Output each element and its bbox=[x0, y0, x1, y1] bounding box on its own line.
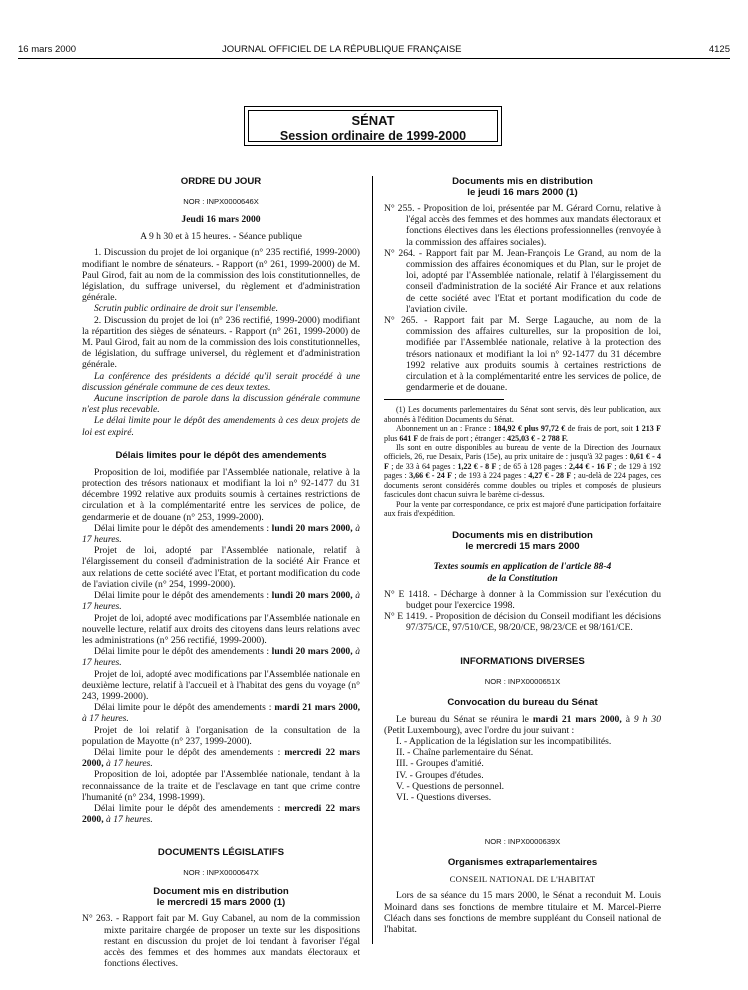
nor-reference-infos: NOR : INPX0000651X bbox=[484, 676, 561, 686]
delai-limit-3-hour: à 17 heures. bbox=[82, 646, 360, 669]
delai-limit-5 bbox=[82, 747, 360, 769]
agenda-note-1-text: La conférence des présidents a décidé qu'il serait procédé à une discussion générale commune de ces deux textes. bbox=[82, 370, 360, 393]
footnote-vente: Pour la vente par correspondance, ce prix est majoré d'une participation forfaitaire aux frais d'expédition. bbox=[384, 499, 661, 518]
delai-limit-2-date: lundi 20 mars 2000, bbox=[271, 590, 353, 602]
title-box-inner bbox=[248, 110, 498, 142]
fn-prix-k: ; au-delà de 224 pages, ces documents seront considérés comme doubles ou triples et composés de plusieurs fascicules dont chacun suivra le barème ci-dessus. bbox=[384, 471, 661, 500]
delai-limit-2-hour: à 17 heures. bbox=[82, 590, 360, 613]
delai-text-3: Projet de loi, adopté avec modifications par l'Assemblée nationale en nouvelle lecture, relatif aux droits des citoyens dans leurs relations avec les administrations (n° 256 rectifié, 1999-2000). bbox=[82, 612, 360, 646]
delai-limit-2 bbox=[82, 590, 360, 612]
header-journal-title: JOURNAL OFFICIEL DE LA RÉPUBLIQUE FRANÇAISE bbox=[222, 44, 462, 55]
delai-text-1: Proposition de loi, modifiée par l'Assemblée nationale, relative à la protection des trésors nationaux et modifiant la loi n° 92-1477 du 31 décembre 1992 relative aux produits soumis à certaines restrictions de circulation et à la complémentarité entre les services de police, de gendarmerie et de douane (n° 253, 1999-2000). bbox=[82, 466, 360, 523]
delai-limit-5-date: mercredi 22 mars 2000, bbox=[82, 746, 361, 770]
delai-limit-6 bbox=[82, 803, 360, 825]
fn-abo-a: Abonnement un an : France : bbox=[396, 424, 494, 434]
fn-abo-c: de frais de port, soit bbox=[565, 424, 636, 434]
docs-16-subtitle-1: Documents mis en distribution bbox=[452, 176, 593, 187]
agenda-item-2: 2. Discussion du projet de loi (n° 236 rectifié, 1999-2000) modifiant la répartition des sièges de sénateurs. - Rapport (n° 261, 1999-2000) de M. Paul Girod, fait au nom de la commission des lois constitutionnelles, de législation, du suffrage universel, du règlement et d'administration générale. bbox=[82, 314, 360, 371]
section-title-ordre-du-jour: ORDRE DU JOUR bbox=[180, 176, 262, 187]
delai-text-5: Projet de loi relatif à l'organisation de la consultation de la population de Mayotte (n° 237, 1999-2000). bbox=[82, 724, 360, 747]
textes-88-4-line1: Textes soumis en application de l'article 88-4 bbox=[433, 561, 612, 573]
fn-abo-b: 184,92 € plus 97,72 € bbox=[493, 424, 566, 434]
nor-reference-organismes: NOR : INPX0000639X bbox=[484, 837, 561, 847]
fn-prix-a: Ils sont en outre disponibles au bureau de vente de la Direction des Journaux officiels, 26, rue Desaix, Paris (15e), au prix unitaire de : jusqu'à 32 pages : bbox=[384, 443, 661, 462]
delai-limit-4-hour: à 17 heures. bbox=[82, 713, 129, 725]
footnote-1: (1) Les documents parlementaires du Sénat sont servis, dès leur publication, aux abonnés à l'édition Documents du Sénat. bbox=[384, 405, 661, 424]
delai-limit-4-label: Délai limite pour le dépôt des amendements : bbox=[94, 702, 275, 714]
conv-a: Le bureau du Sénat se réunira le bbox=[396, 713, 533, 725]
fn-prix-f: 2,44 € - 16 F bbox=[568, 461, 612, 471]
fn-prix-d: 1,22 € - 8 F bbox=[457, 461, 497, 471]
convocation-item-6: VI. - Questions diverses. bbox=[396, 791, 492, 803]
conseil-habitat-text: Lors de sa séance du 15 mars 2000, le Sénat a reconduit M. Louis Moinard dans ses fonctions de membre titulaire et M. Marcel-Pierre Cléach dans ses fonctions de membre suppléant du Conseil national de l'habitat. bbox=[384, 890, 661, 935]
conseil-habitat-title: CONSEIL NATIONAL DE L'HABITAT bbox=[449, 874, 596, 885]
delai-limit-4 bbox=[82, 702, 360, 724]
title-senat: SÉNAT bbox=[351, 113, 395, 128]
header-page-number: 4125 bbox=[708, 44, 730, 55]
fn-prix-b: 0,61 € - 4 F bbox=[384, 452, 661, 471]
title-box bbox=[244, 106, 502, 146]
delai-limit-5-label: Délai limite pour le dépôt des amendements : bbox=[94, 746, 285, 758]
agenda-time: A 9 h 30 et à 15 heures. - Séance publique bbox=[140, 231, 302, 243]
convocation-text bbox=[384, 714, 661, 736]
docs-16-subtitle-2: le jeudi 16 mars 2000 (1) bbox=[467, 187, 578, 198]
agenda-item-1: 1. Discussion du projet de loi organique (n° 235 rectifié, 1999-2000) modifiant le nombre de sénateurs. - Rapport (n° 261, 1999-2000) de M. Paul Girod, fait au nom de la commission des lois constitutionnelles, de législation, du suffrage universel, du règlement et d'administration générale. bbox=[82, 247, 360, 304]
fn-prix-c: ; de 33 à 64 pages : bbox=[388, 461, 458, 471]
convocation-item-4: IV. - Groupes d'études. bbox=[396, 769, 484, 781]
delai-limit-6-date: mercredi 22 mars 2000, bbox=[82, 802, 361, 826]
agenda-note-3-text: Le délai limite pour le dépôt des amendements à ces deux projets de loi est expiré. bbox=[82, 415, 360, 438]
doc-entry-263: N° 263. - Rapport fait par M. Guy Cabanel, au nom de la commission mixte paritaire chargée de proposer un texte sur les dispositions restant en discussion du projet de loi tendant à favoriser l'égal accès des femmes et des hommes aux mandats électoraux et fonctions électives. bbox=[82, 913, 360, 970]
convocation-title: Convocation du bureau du Sénat bbox=[447, 696, 598, 708]
header-date: 16 mars 2000 bbox=[18, 44, 77, 55]
agenda-note-3 bbox=[82, 415, 360, 437]
docs-15-subtitle-2: le mercredi 15 mars 2000 bbox=[465, 541, 580, 553]
convocation-item-1: I. - Application de la législation sur les incompatibilités. bbox=[396, 735, 612, 747]
delai-limit-4-date: mardi 21 mars 2000, bbox=[274, 702, 361, 714]
delai-limit-1 bbox=[82, 523, 360, 545]
footnote-abonnement bbox=[384, 424, 661, 443]
agenda-item-1-scrutin: Scrutin public ordinaire de droit sur l'ensemble. bbox=[94, 303, 279, 315]
doc-entry-e1419: N° E 1419. - Proposition de décision du Conseil modifiant les décisions 97/375/CE, 97/510/CE, 98/20/CE, 98/23/CE et 98/161/CE. bbox=[384, 611, 661, 634]
fn-abo-f: 641 F bbox=[399, 433, 419, 443]
doc-entry-264: N° 264. - Rapport fait par M. Jean-François Le Grand, au nom de la commission des affaires économiques et du Plan, sur le projet de loi, adopté par l'Assemblée nationale, relatif à l'élargissement du conseil d'administration de la société Air France et aux relations de cette société avec l'Etat et portant modification du code de l'aviation civile. bbox=[384, 247, 661, 315]
fn-prix-h: 3,66 € - 24 F bbox=[409, 471, 452, 481]
delai-limit-6-label: Délai limite pour le dépôt des amendements : bbox=[94, 802, 285, 814]
fn-prix-j: 4,27 € - 28 F bbox=[528, 471, 572, 481]
fn-abo-e: plus bbox=[384, 433, 400, 443]
agenda-item-1-note bbox=[82, 303, 360, 314]
doc-entry-255: N° 255. - Proposition de loi, présentée par M. Gérard Cornu, relative à l'égal accès des femmes et des hommes aux mandats électoraux et fonctions électives dans les élections professionnelles (renvoyée à la commission des affaires sociales). bbox=[384, 203, 661, 248]
fn-prix-i: ; de 193 à 224 pages : bbox=[451, 471, 529, 481]
delai-limit-3-label: Délai limite pour le dépôt des amendements : bbox=[94, 646, 272, 658]
right-column bbox=[384, 176, 661, 935]
convocation-item-5: V. - Questions de personnel. bbox=[396, 780, 505, 792]
delai-limit-6-hour: à 17 heures. bbox=[106, 814, 153, 826]
delai-text-4: Projet de loi, adopté avec modifications par l'Assemblée nationale en deuxième lecture, relatif à l'accueil et à l'habitat des gens du voyage (n° 243, 1999-2000). bbox=[82, 668, 360, 702]
docs-subtitle-1: Document mis en distribution bbox=[153, 886, 289, 898]
footnote-prix bbox=[384, 443, 661, 499]
convocation-item-2: II. - Chaîne parlementaire du Sénat. bbox=[396, 747, 534, 759]
nor-reference: NOR : INPX0000646X bbox=[183, 197, 259, 206]
doc-entry-e1418: N° E 1418. - Décharge à donner à la Commission sur l'exécution du budget pour l'exercice 1998. bbox=[384, 588, 661, 611]
nor-reference-docs: NOR : INPX0000647X bbox=[183, 868, 259, 878]
conv-b: mardi 21 mars 2000, bbox=[532, 713, 622, 725]
section-title-informations-diverses: INFORMATIONS DIVERSES bbox=[460, 655, 585, 667]
left-column bbox=[82, 176, 360, 969]
docs-15-subtitle-1: Documents mis en distribution bbox=[452, 530, 593, 542]
textes-88-4-line2: de la Constitution bbox=[487, 572, 558, 584]
agenda-note-2-text: Aucune inscription de parole dans la discussion générale commune n'est plus recevable. bbox=[82, 393, 360, 416]
fn-prix-g: ; de 129 à 192 pages : bbox=[384, 461, 661, 481]
docs-subtitle-2: le mercredi 15 mars 2000 (1) bbox=[156, 897, 286, 909]
fn-abo-h: 425,03 € - 2 788 F. bbox=[507, 433, 568, 443]
convocation-item-3: III. - Groupes d'amitié. bbox=[396, 758, 484, 770]
doc-entry-265: N° 265. - Rapport fait par M. Serge Lagauche, au nom de la commission des affaires culturelles, sur la proposition de loi, modifiée par l'Assemblée nationale, relative à la protection des trésors nationaux et modifiant la loi n° 92-1477 du 31 décembre 1992 relative aux produits soumis à certaines restrictions de circulation et à la complémentarité entre les services de police, de gendarmerie et de douane. bbox=[384, 315, 661, 394]
organismes-title: Organismes extraparlementaires bbox=[447, 857, 598, 869]
delai-text-2: Projet de loi, adopté par l'Assemblée nationale, relatif à l'élargissement du conseil d'administration de la société Air France et aux relations de cette société avec l'Etat, et portant modification du code de l'aviation civile (n° 254, 1999-2000). bbox=[82, 545, 360, 590]
agenda-note-1 bbox=[82, 371, 360, 393]
conv-d: 9 h 30 bbox=[633, 713, 662, 725]
footnote-rule bbox=[384, 399, 504, 400]
delai-limit-1-date: lundi 20 mars 2000, bbox=[271, 522, 353, 534]
delai-limit-1-label: Délai limite pour le dépôt des amendements : bbox=[94, 522, 272, 534]
conv-c: à bbox=[621, 713, 634, 725]
agenda-note-2 bbox=[82, 393, 360, 415]
delai-limit-3-date: lundi 20 mars 2000, bbox=[271, 646, 353, 658]
delai-limit-1-hour: à 17 heures. bbox=[82, 522, 360, 546]
delai-text-6: Proposition de loi, adoptée par l'Assemblée nationale, tendant à la reconnaissance de la traite et de l'esclavage en tant que crime contre l'humanité (n° 234, 1998-1999). bbox=[82, 769, 360, 803]
fn-abo-d: 1 213 F bbox=[635, 424, 662, 434]
delai-limit-3 bbox=[82, 646, 360, 668]
delai-limit-5-hour: à 17 heures. bbox=[106, 758, 153, 770]
fn-prix-e: ; de 65 à 128 pages : bbox=[496, 461, 569, 471]
title-session: Session ordinaire de 1999-2000 bbox=[279, 129, 467, 143]
section-title-delais: Délais limites pour le dépôt des amendements bbox=[115, 449, 327, 461]
header-rule bbox=[18, 58, 730, 59]
delai-limit-2-label: Délai limite pour le dépôt des amendements : bbox=[94, 590, 272, 602]
section-title-documents-legislatifs: DOCUMENTS LÉGISLATIFS bbox=[157, 847, 285, 859]
agenda-day: Jeudi 16 mars 2000 bbox=[181, 214, 261, 225]
conv-e: (Petit Luxembourg), avec l'ordre du jour suivant : bbox=[384, 724, 575, 736]
fn-abo-g: de frais de port ; étranger : bbox=[418, 433, 508, 443]
column-divider bbox=[372, 176, 373, 944]
